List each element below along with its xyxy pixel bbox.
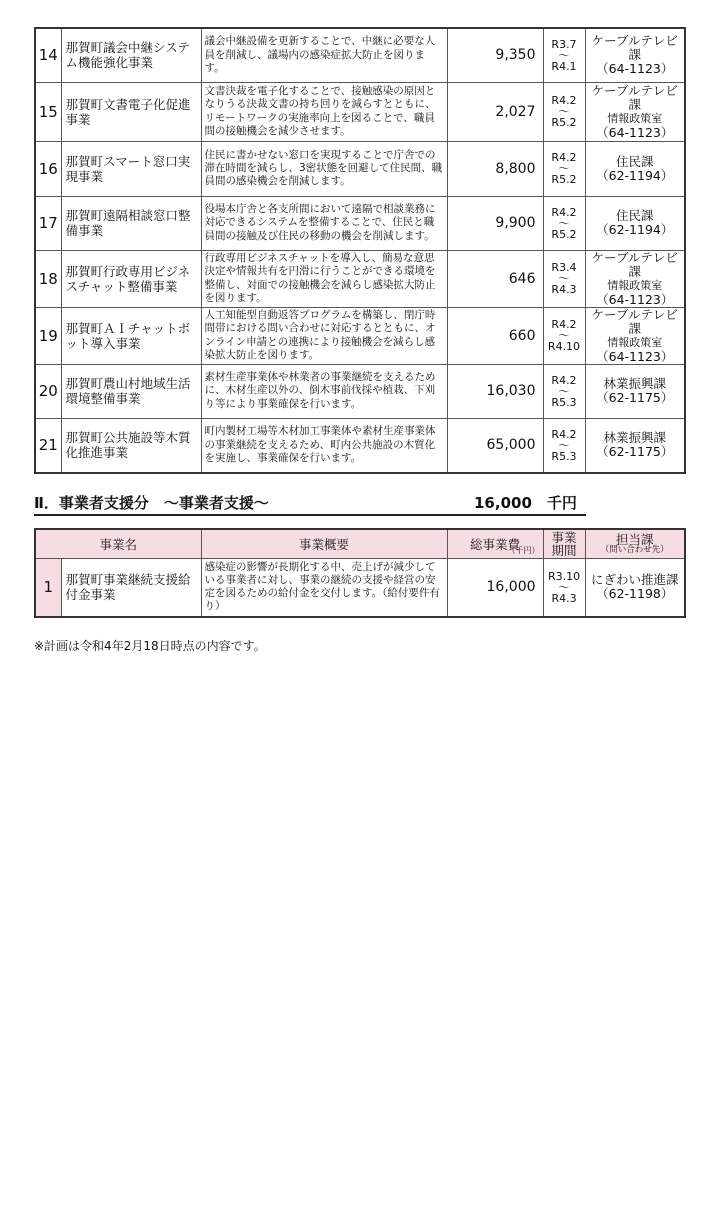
department-phone: （64-1123） [596, 291, 674, 307]
department-phone: （62-1194） [596, 167, 674, 183]
project-description: 議会中継設備を更新することで、中継に必要な人員を削減し、議場内の感染症拡大防止を図ります。 [201, 28, 447, 82]
department [585, 141, 685, 196]
project-name: 那賀町行政専用ビジネスチャット整備事業 [61, 250, 201, 307]
project-period [543, 141, 585, 196]
department-name: ケーブルテレビ課 [591, 306, 678, 336]
project-period [543, 28, 585, 82]
period-separator: ～ [558, 162, 570, 175]
row-number: 19 [35, 307, 61, 364]
row-number: 14 [35, 28, 61, 82]
period-separator: ～ [558, 272, 570, 285]
department [585, 250, 685, 307]
header-period-line2: 期間 [551, 543, 577, 558]
project-period [543, 82, 585, 141]
department [585, 28, 685, 82]
row-number: 15 [35, 82, 61, 141]
department-office: 情報政策室 [607, 335, 663, 349]
period-to: R4.3 [551, 283, 577, 296]
period-separator: ～ [558, 48, 570, 62]
table-row [35, 141, 685, 196]
period-from: R4.2 [551, 205, 577, 219]
row-number: 21 [35, 418, 61, 473]
project-description: 人工知能型自動返答プログラムを構築し、閉庁時間帯における問い合わせに対応するとともに、オンライン申請との連携により接触機会を減らし感染拡大防止を図ります。 [201, 307, 447, 364]
project-description: 文書決裁を電子化することで、接触感染の原因となりうる決裁文書の持ち回りを減らすとともに、リモートワークの実施率向上を図ることで、職員間の接触機会を減少させます。 [201, 82, 447, 141]
department [585, 196, 685, 250]
department-phone: （62-1198） [596, 586, 674, 602]
department-phone: （64-1123） [596, 61, 674, 77]
project-name: 那賀町事業継続支援給付金事業 [61, 559, 201, 617]
project-description: 素材生産事業体や林業者の事業継続を支えるために、木材生産以外の、倒木事前伐採や植栽、下刈り等により事業確保を行います。 [201, 364, 447, 418]
header-dept-sub: （問い合わせ先） [600, 545, 669, 555]
period-from: R4.2 [551, 318, 577, 331]
project-name: 那賀町議会中継システム機能強化事業 [61, 28, 201, 82]
period-separator: ～ [558, 216, 570, 230]
department-name: ケーブルテレビ課 [591, 249, 678, 279]
period-from: R4.2 [551, 427, 577, 441]
table-row [35, 82, 685, 141]
period-to: R5.3 [551, 449, 577, 463]
header-period [543, 529, 585, 559]
project-description: 役場本庁舎と各支所間において遠隔で相談業務に対応できるシステムを整備することで、住民と職員間の接触及び住民の移動の機会を削減します。 [201, 196, 447, 250]
section-2-title: Ⅱ．事業者支援分 ～事業者支援～ [34, 494, 269, 512]
table-row [35, 196, 685, 250]
project-cost: 65,000 [447, 418, 543, 473]
header-cost-unit: （千円） [507, 546, 540, 555]
period-from: R4.2 [551, 151, 577, 164]
department-phone: （64-1123） [596, 348, 674, 364]
project-period [543, 307, 585, 364]
department-name: 住民課 [615, 153, 654, 169]
header-name: 事業名 [35, 529, 201, 559]
project-name: 那賀町スマート窓口実現事業 [61, 141, 201, 196]
project-period [543, 196, 585, 250]
header-desc: 事業概要 [201, 529, 447, 559]
period-separator: ～ [558, 438, 570, 452]
project-period [543, 250, 585, 307]
row-number: 1 [35, 559, 61, 617]
period-to: R5.2 [551, 173, 577, 186]
period-from: R3.7 [551, 37, 577, 51]
period-separator: ～ [558, 384, 570, 398]
project-period [543, 364, 585, 418]
project-cost: 9,350 [447, 28, 543, 82]
department-name: ケーブルテレビ課 [591, 33, 678, 63]
row-number: 20 [35, 364, 61, 418]
period-from: R3.10 [547, 569, 581, 583]
project-cost: 9,900 [447, 196, 543, 250]
project-name: 那賀町文書電子化促進事業 [61, 82, 201, 141]
department-name: にぎわい推進課 [591, 572, 679, 588]
period-to: R4.3 [551, 591, 577, 605]
department-phone: （62-1175） [596, 390, 674, 405]
project-description: 感染症の影響が長期化する中、売上げが減少している事業者に対し、事業の継続の支援や経営の安定を図るための給付金を交付します。（給付要件有り） [201, 559, 447, 617]
department [585, 82, 685, 141]
period-to: R5.2 [551, 227, 577, 241]
period-to: R4.10 [547, 340, 581, 353]
department-phone: （62-1175） [596, 444, 674, 460]
header-period-line1: 事業 [551, 530, 577, 545]
table-row [35, 559, 685, 617]
table-2-header-row [35, 529, 685, 559]
section-2-amount: 16,000 千円 [474, 494, 577, 512]
header-dept-label: 担当課 [616, 532, 654, 547]
period-separator: ～ [558, 580, 570, 594]
period-separator: ～ [558, 105, 570, 118]
department-phone: （64-1123） [596, 124, 674, 140]
period-separator: ～ [558, 329, 570, 342]
period-to: R5.2 [551, 116, 577, 129]
project-cost: 16,000 [447, 559, 543, 617]
period-to: R5.3 [551, 395, 577, 409]
header-dept [585, 529, 685, 559]
project-cost: 646 [447, 250, 543, 307]
project-cost: 660 [447, 307, 543, 364]
row-number: 17 [35, 196, 61, 250]
period-to: R4.1 [551, 59, 577, 73]
period-from: R4.2 [551, 94, 577, 107]
project-description: 住民に書かせない窓口を実現することで庁舎での滞在時間を減らし、3密状態を回避して住民間、職員間の感染機会を削減します。 [201, 141, 447, 196]
project-name: 那賀町公共施設等木質化推進事業 [61, 418, 201, 473]
section-2-header [34, 490, 586, 516]
project-name: 那賀町ＡＩチャットボット導入事業 [61, 307, 201, 364]
project-description: 町内製材工場等木材加工事業体や素材生産事業体の事業継続を支えるため、町内公共施設の木質化を実施し、事業確保を行います。 [201, 418, 447, 473]
table-row [35, 418, 685, 473]
table-row [35, 307, 685, 364]
project-cost: 2,027 [447, 82, 543, 141]
header-cost-label: 総事業費 [470, 536, 521, 552]
department-name: 住民課 [615, 208, 654, 223]
department [585, 364, 685, 418]
project-description: 行政専用ビジネスチャットを導入し、簡易な意思決定や情報共有を円滑に行うことができる環境を整備し、対面での接触機会を減らし感染拡大防止を図ります。 [201, 250, 447, 307]
project-table-1 [34, 27, 686, 474]
footnote: ※計画は令和4年2月18日時点の内容です。 [34, 639, 266, 653]
department-office: 情報政策室 [607, 111, 663, 125]
department [585, 418, 685, 473]
project-name: 那賀町遠隔相談窓口整備事業 [61, 196, 201, 250]
period-from: R4.2 [551, 373, 577, 387]
department-name: 林業振興課 [603, 430, 666, 446]
department [585, 307, 685, 364]
header-cost [447, 529, 543, 559]
row-number: 18 [35, 250, 61, 307]
table-row [35, 364, 685, 418]
table-row [35, 28, 685, 82]
project-cost: 8,800 [447, 141, 543, 196]
project-period [543, 418, 585, 473]
project-cost: 16,030 [447, 364, 543, 418]
department-name: ケーブルテレビ課 [591, 82, 678, 112]
period-from: R3.4 [551, 261, 577, 274]
department [585, 559, 685, 617]
project-name: 那賀町農山村地域生活環境整備事業 [61, 364, 201, 418]
row-number: 16 [35, 141, 61, 196]
department-office: 情報政策室 [607, 278, 663, 292]
department-phone: （62-1194） [596, 222, 674, 237]
project-period [543, 559, 585, 617]
department-name: 林業振興課 [603, 376, 666, 391]
project-table-2 [34, 528, 686, 618]
table-row [35, 250, 685, 307]
